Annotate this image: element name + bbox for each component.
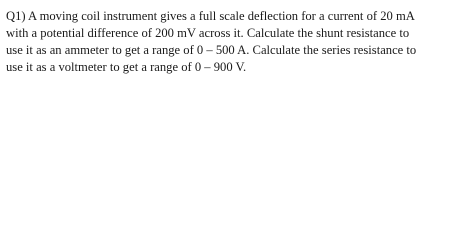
question-line-4: use it as a voltmeter to get a range of 0 – 900 V. <box>6 60 247 74</box>
question-line-1: Q1) A moving coil instrument gives a full scale deflection for a current of 20 mA <box>6 9 415 23</box>
question-text <box>6 8 466 76</box>
question-line-3: use it as an ammeter to get a range of 0 – 500 A. Calculate the series resistance to <box>6 43 417 57</box>
question-line-2: with a potential difference of 200 mV across it. Calculate the shunt resistance to <box>6 26 410 40</box>
